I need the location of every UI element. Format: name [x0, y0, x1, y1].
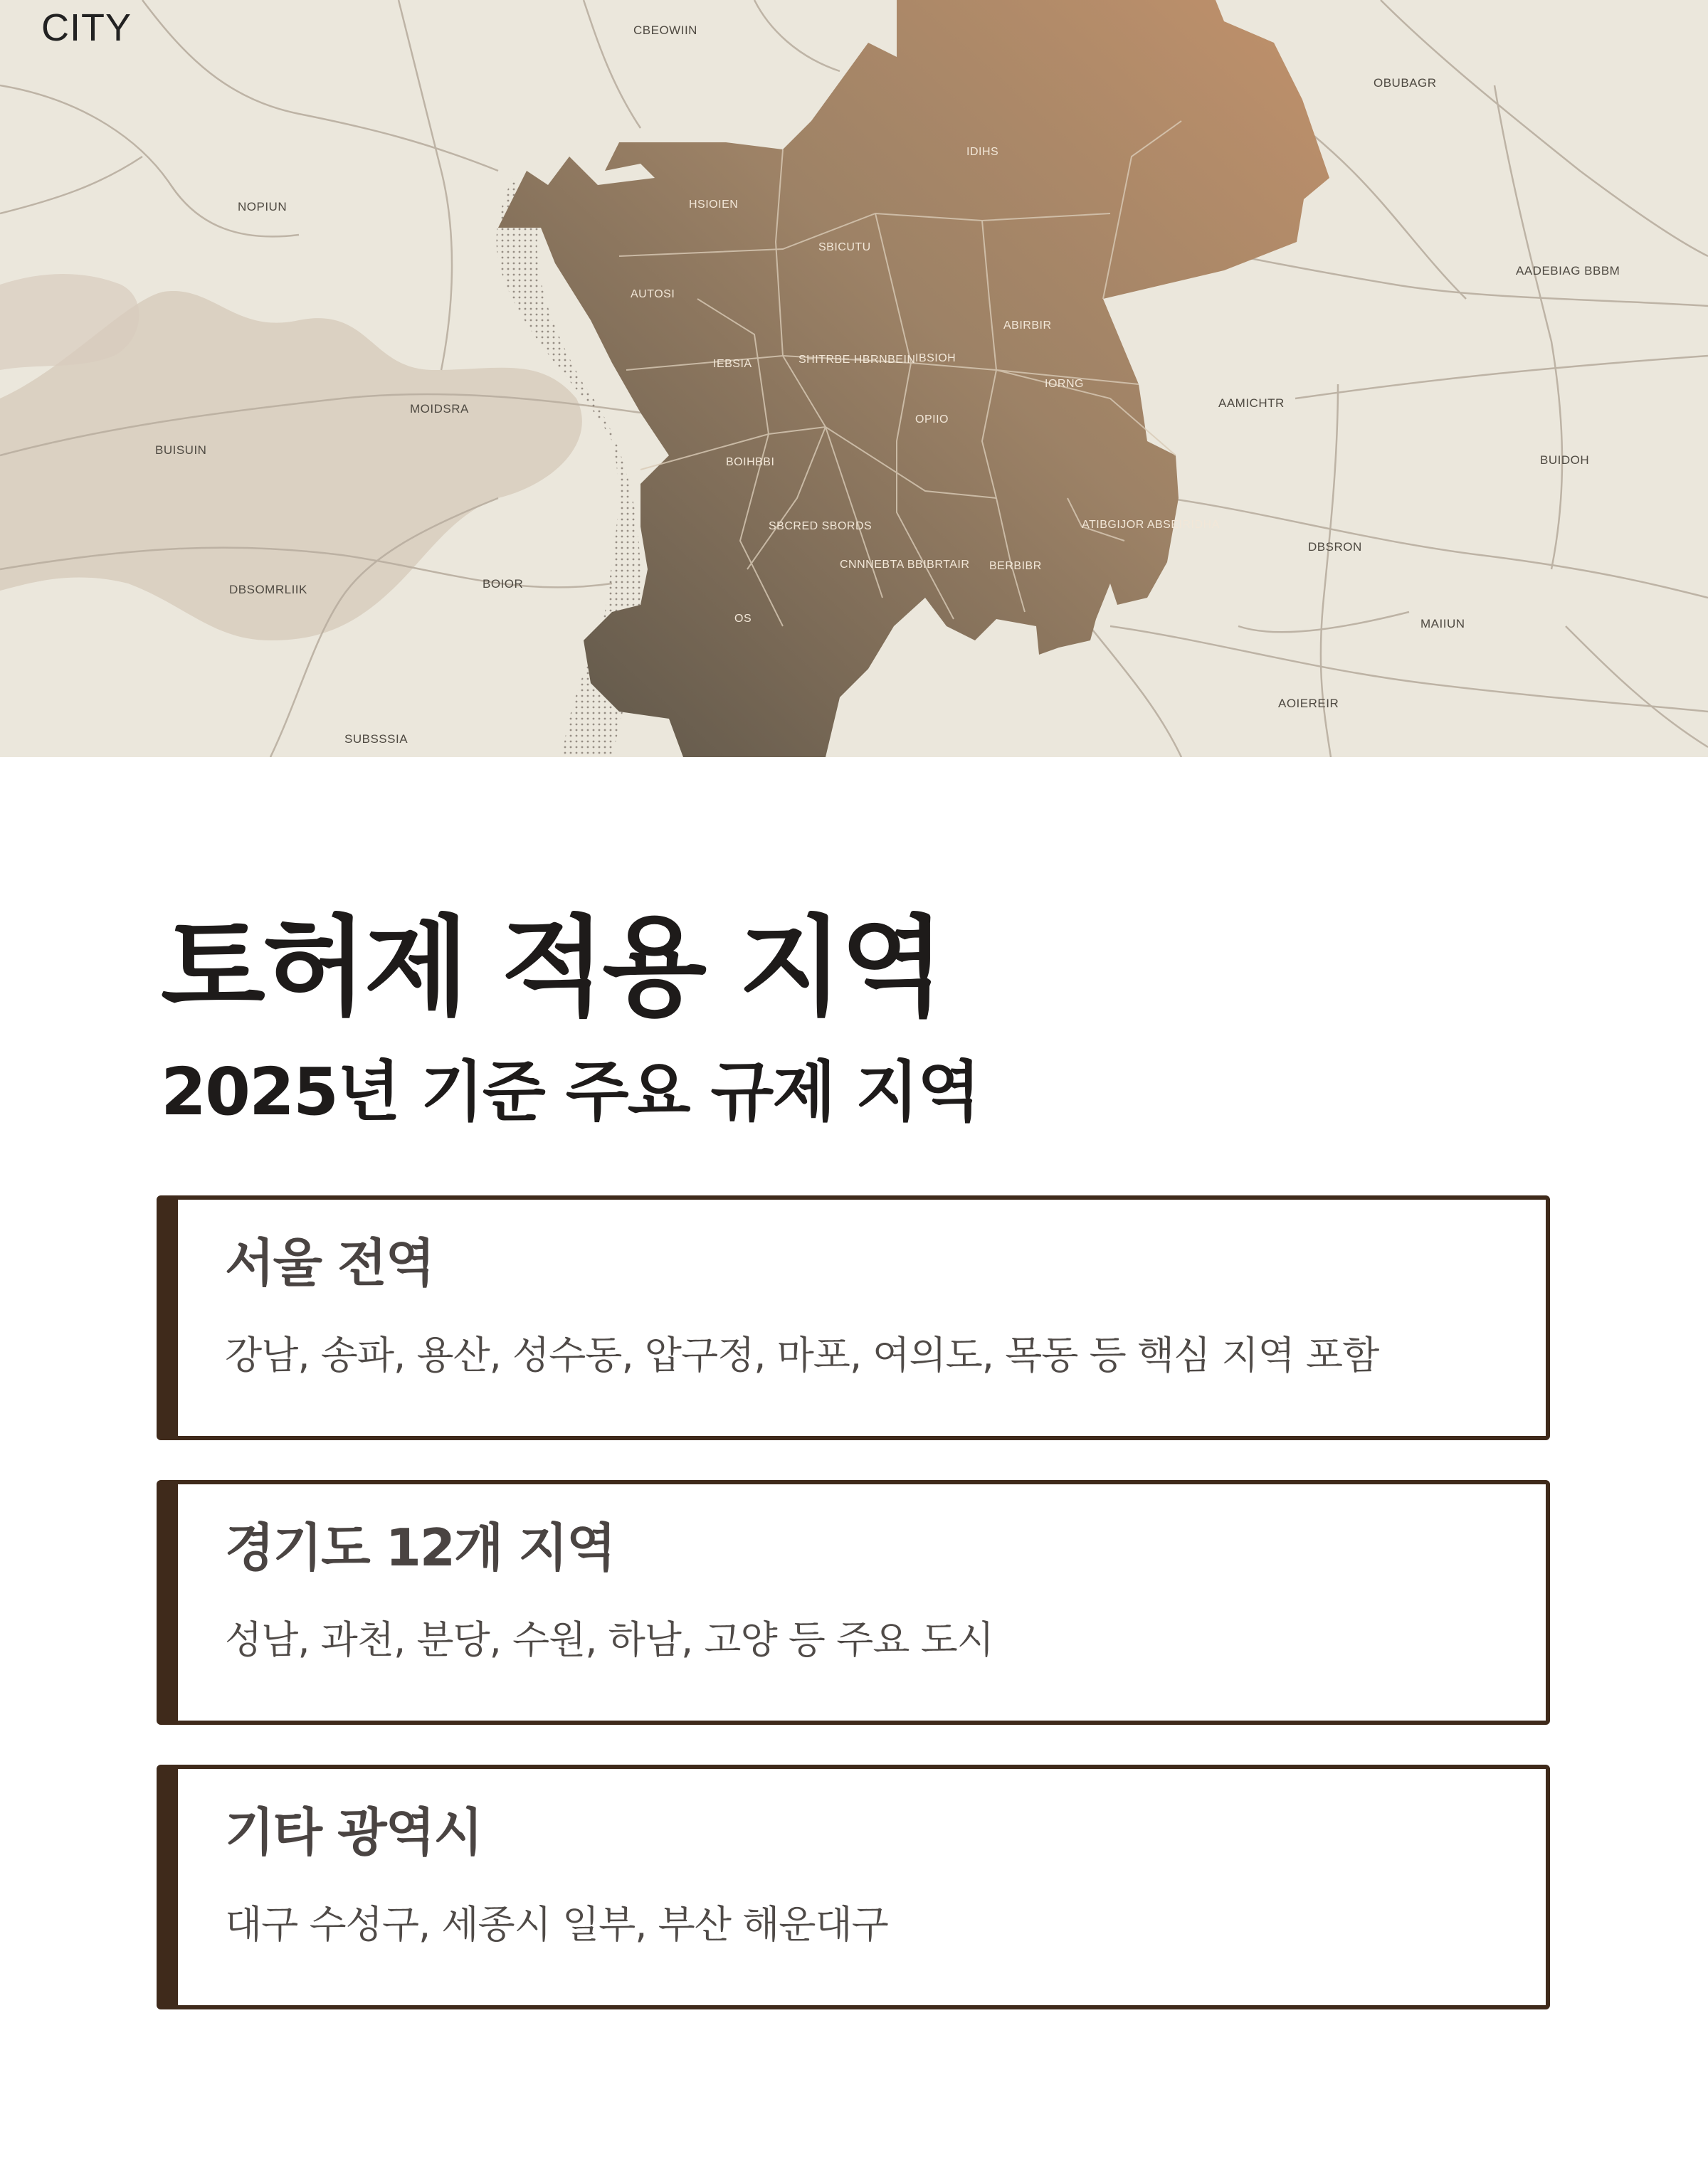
region-card-title: 서울 전역 — [225, 1233, 434, 1293]
map-city-label: CITY — [41, 6, 132, 49]
region-card-other-metro — [157, 1765, 1550, 2009]
region-card-description: 대구 수성구, 세종시 일부, 부산 해운대구 — [225, 1902, 888, 1947]
map-place-label: AAMICHTR — [1218, 396, 1285, 410]
map-district-label: IBSIOH — [915, 352, 956, 364]
region-card-description: 성남, 과천, 분당, 수원, 하남, 고양 등 주요 도시 — [225, 1617, 993, 1662]
page-title: 토허제 적용 지역 — [161, 904, 942, 1030]
map-place-label: MAIIUN — [1420, 617, 1465, 630]
region-card-title: 경기도 12개 지역 — [225, 1518, 615, 1578]
map-place-label: DBSRON — [1308, 540, 1362, 554]
map-district-label: SBCRED SBORDS — [769, 520, 873, 532]
map-district-label: SBICUTU — [818, 241, 871, 253]
map-place-label: BUIDOH — [1540, 453, 1590, 467]
map-place-label: SUBSSSIA — [344, 732, 408, 746]
map-district-label: OS — [734, 613, 752, 625]
map-place-label: AOIEREIR — [1278, 697, 1339, 710]
city-map — [0, 0, 1708, 757]
map-district-label: IDIHS — [966, 146, 999, 158]
map-place-label: OBUBAGR — [1374, 76, 1437, 90]
region-card-title: 기타 광역시 — [225, 1802, 482, 1862]
map-place-label: NOPIUN — [238, 200, 288, 213]
map-place-label: MOIDSRA — [410, 402, 469, 416]
map-place-label: AADEBIAG BBBM — [1516, 264, 1620, 278]
region-card-list — [157, 1195, 1550, 2049]
map-district-label: HSIOIEN — [689, 199, 739, 211]
page-subtitle: 2025년 기준 주요 규제 지역 — [161, 1054, 980, 1130]
map-district-label: BERBIBR — [989, 560, 1042, 572]
map-district-label: AUTOSI — [631, 288, 675, 300]
map-district-label: ATIBGIJOR ABSEIRIDHA — [1082, 519, 1220, 531]
map-district-label: IORNG — [1045, 378, 1084, 390]
map-district-label: IEBSIA — [713, 358, 752, 370]
map-place-label: BUISUIN — [155, 443, 207, 457]
map-place-label: CBEOWIIN — [633, 23, 697, 37]
region-card-seoul — [157, 1195, 1550, 1440]
map-district-label: OPIIO — [915, 413, 949, 426]
map-district-label: SHITRBE HBRNBEIN — [798, 354, 916, 366]
map-district-label: ABIRBIR — [1003, 319, 1052, 332]
map-graphic — [0, 0, 1708, 757]
region-section — [161, 904, 1549, 1947]
region-card-gyeonggi — [157, 1480, 1550, 1725]
region-card-description: 강남, 송파, 용산, 성수동, 압구정, 마포, 여의도, 목동 등 핵심 지역 포함 — [225, 1333, 1379, 1378]
map-district-label: BOIHBBI — [726, 456, 775, 468]
map-district-label: CNNNEBTA BBIBRTAIR — [840, 559, 970, 571]
map-place-label: DBSOMRLIIK — [229, 583, 307, 596]
map-place-label: BOIOR — [483, 577, 524, 591]
